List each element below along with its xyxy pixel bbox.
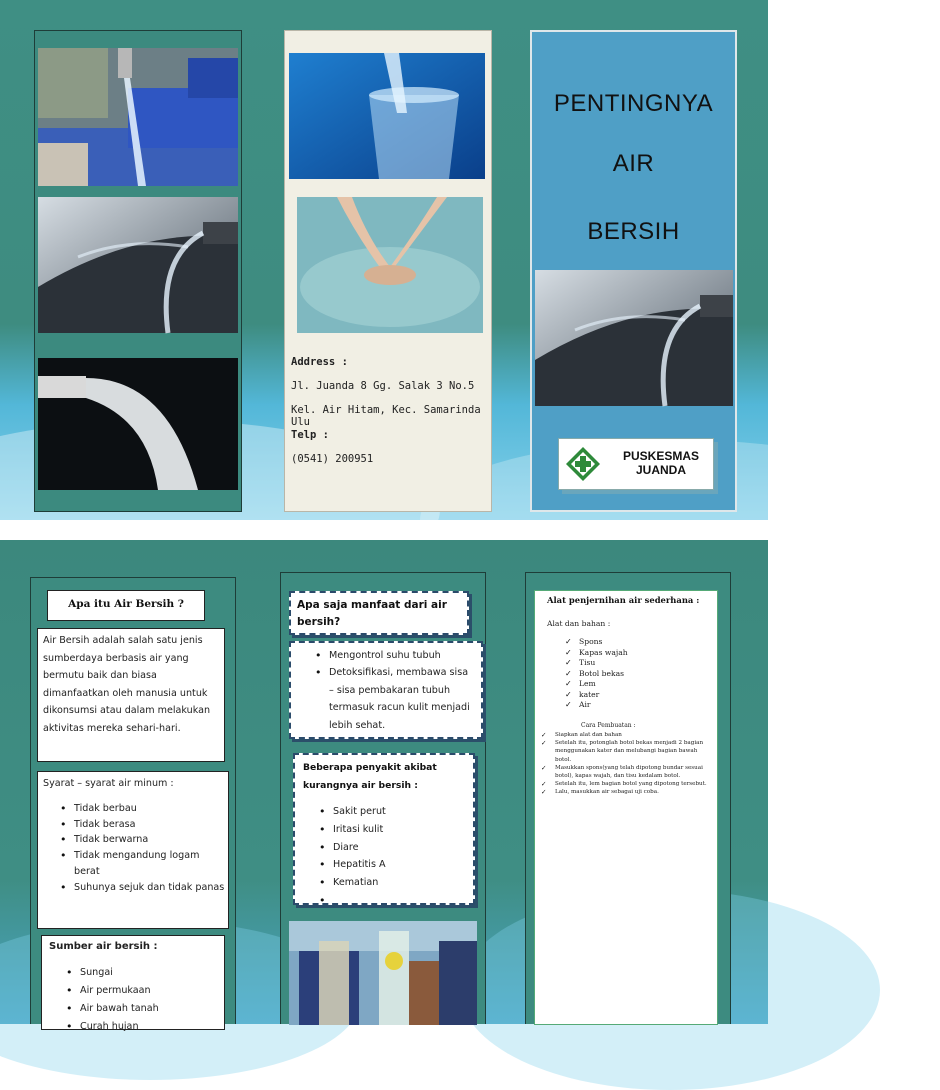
list-item: ✓ Botol bekas — [565, 669, 705, 680]
definition-text: Air Bersih adalah salah satu jenis sumberdaya berbasis air yang bermutu baik dan biasa dimanfaatkan oleh manusia untuk dikonsumsi atau dalam melakukan aktivitas mereka sehari-hari. — [43, 635, 211, 734]
cover-title-line-3: BERSIH — [587, 218, 680, 245]
benefits-heading-box — [289, 591, 469, 635]
list-item: ✓ Tisu — [565, 658, 705, 669]
list-item: • Sakit perut — [319, 803, 469, 821]
list-item: • Curah hujan — [66, 1018, 222, 1036]
list-item: ✓ Air — [565, 700, 705, 711]
cover-title-line-1: PENTINGNYA — [553, 90, 714, 117]
sources-list — [66, 964, 222, 1036]
materials-label: Alat dan bahan : — [547, 619, 611, 628]
health-cross-icon — [565, 446, 601, 482]
info-panel-left — [30, 577, 236, 1032]
steps-label: Cara Pembuatan : — [581, 722, 636, 729]
list-item: ✓ Setelah itu, lem bagian botol yang dipotong tersebut. — [541, 780, 713, 788]
list-item: • Tidak mengandung logam berat — [60, 848, 228, 879]
list-item: ✓ Siapkan alat dan bahan — [541, 731, 713, 739]
definition-heading: Apa itu Air Bersih ? — [68, 598, 184, 610]
list-item: • Tidak berwarna — [60, 832, 228, 848]
benefits-heading: Apa saja manfaat dari air bersih? — [297, 599, 447, 628]
contact-panel — [284, 30, 492, 512]
photo-water-filter-bottles — [289, 921, 477, 1025]
address-line-1: Jl. Juanda 8 Gg. Salak 3 No.5 — [291, 380, 475, 392]
cover-panel — [530, 30, 737, 512]
definition-box — [37, 628, 225, 762]
org-name-line-2: JUANDA — [635, 463, 686, 477]
benefits-box — [289, 641, 483, 739]
list-item — [319, 892, 469, 910]
list-item: • Tidak berasa — [60, 817, 228, 833]
list-item: • Hepatitis A — [319, 856, 469, 874]
list-item: ✓ Masukkan spons(yang telah dipotong bundar sesuai botol), kapas wajah, dan tisu kedalam botol. — [541, 764, 713, 780]
benefits-list — [315, 647, 475, 734]
requirements-box — [37, 771, 229, 929]
list-item: • Air bawah tanah — [66, 1000, 222, 1018]
list-item: • Detoksifikasi, membawa sisa – sisa pembakaran tubuh termasuk racun kulit menjadi lebih sehat. — [315, 664, 475, 734]
list-item: ✓ Setelah itu, potonglah botol bekas menjadi 2 bagian menggunakan kater dan melubangi bagian bawah botol. — [541, 739, 713, 764]
photo-panel — [34, 30, 242, 512]
requirements-heading: Syarat – syarat air minum : — [43, 778, 174, 789]
cover-photo-pipe-water — [535, 270, 733, 406]
list-item: • Kematian — [319, 874, 469, 892]
list-item: • Iritasi kulit — [319, 821, 469, 839]
requirements-list — [60, 801, 228, 895]
address-line-2: Kel. Air Hitam, Kec. Samarinda Ulu — [291, 404, 481, 428]
list-item: ✓ Spons — [565, 637, 705, 648]
filter-heading: Alat penjernihan air sederhana : — [547, 595, 700, 605]
sources-box — [41, 935, 225, 1030]
photo-hands-in-water — [297, 197, 483, 333]
info-panel-right — [525, 572, 731, 1024]
materials-list — [565, 637, 705, 711]
list-item: • Diare — [319, 839, 469, 857]
puskesmas-logo-box — [558, 438, 714, 490]
list-item: • Sungai — [66, 964, 222, 982]
filter-box — [534, 590, 718, 1025]
phone-number: (0541) 200951 — [291, 453, 374, 465]
photo-tap-water-jerrycans — [38, 48, 238, 186]
sources-heading: Sumber air bersih : — [49, 941, 158, 952]
diseases-heading: Beberapa penyakit akibat kurangnya air bersih : — [303, 762, 437, 791]
steps-list — [541, 731, 713, 797]
photo-glass-of-water — [289, 53, 485, 179]
list-item: ✓ Kapas wajah — [565, 648, 705, 659]
org-name-line-1: PUSKESMAS — [622, 449, 699, 463]
list-item: ✓ kater — [565, 690, 705, 701]
list-item: ✓ Lalu, masukkan air sebagai uji coba. — [541, 788, 713, 796]
diseases-list — [319, 803, 469, 910]
list-item: • Air permukaan — [66, 982, 222, 1000]
list-item: ✓ Lem — [565, 679, 705, 690]
diseases-box — [293, 753, 475, 905]
cover-title-line-2: AIR — [612, 150, 655, 177]
photo-pipe-outflow — [38, 358, 238, 490]
phone-label: Telp : — [291, 429, 329, 441]
address-label: Address : — [291, 356, 348, 368]
definition-heading-box — [47, 590, 205, 621]
list-item: • Tidak berbau — [60, 801, 228, 817]
photo-pipe-water-spray — [38, 197, 238, 333]
list-item: • Mengontrol suhu tubuh — [315, 647, 475, 664]
list-item: • Suhunya sejuk dan tidak panas — [60, 880, 228, 896]
info-panel-middle — [280, 572, 486, 1024]
